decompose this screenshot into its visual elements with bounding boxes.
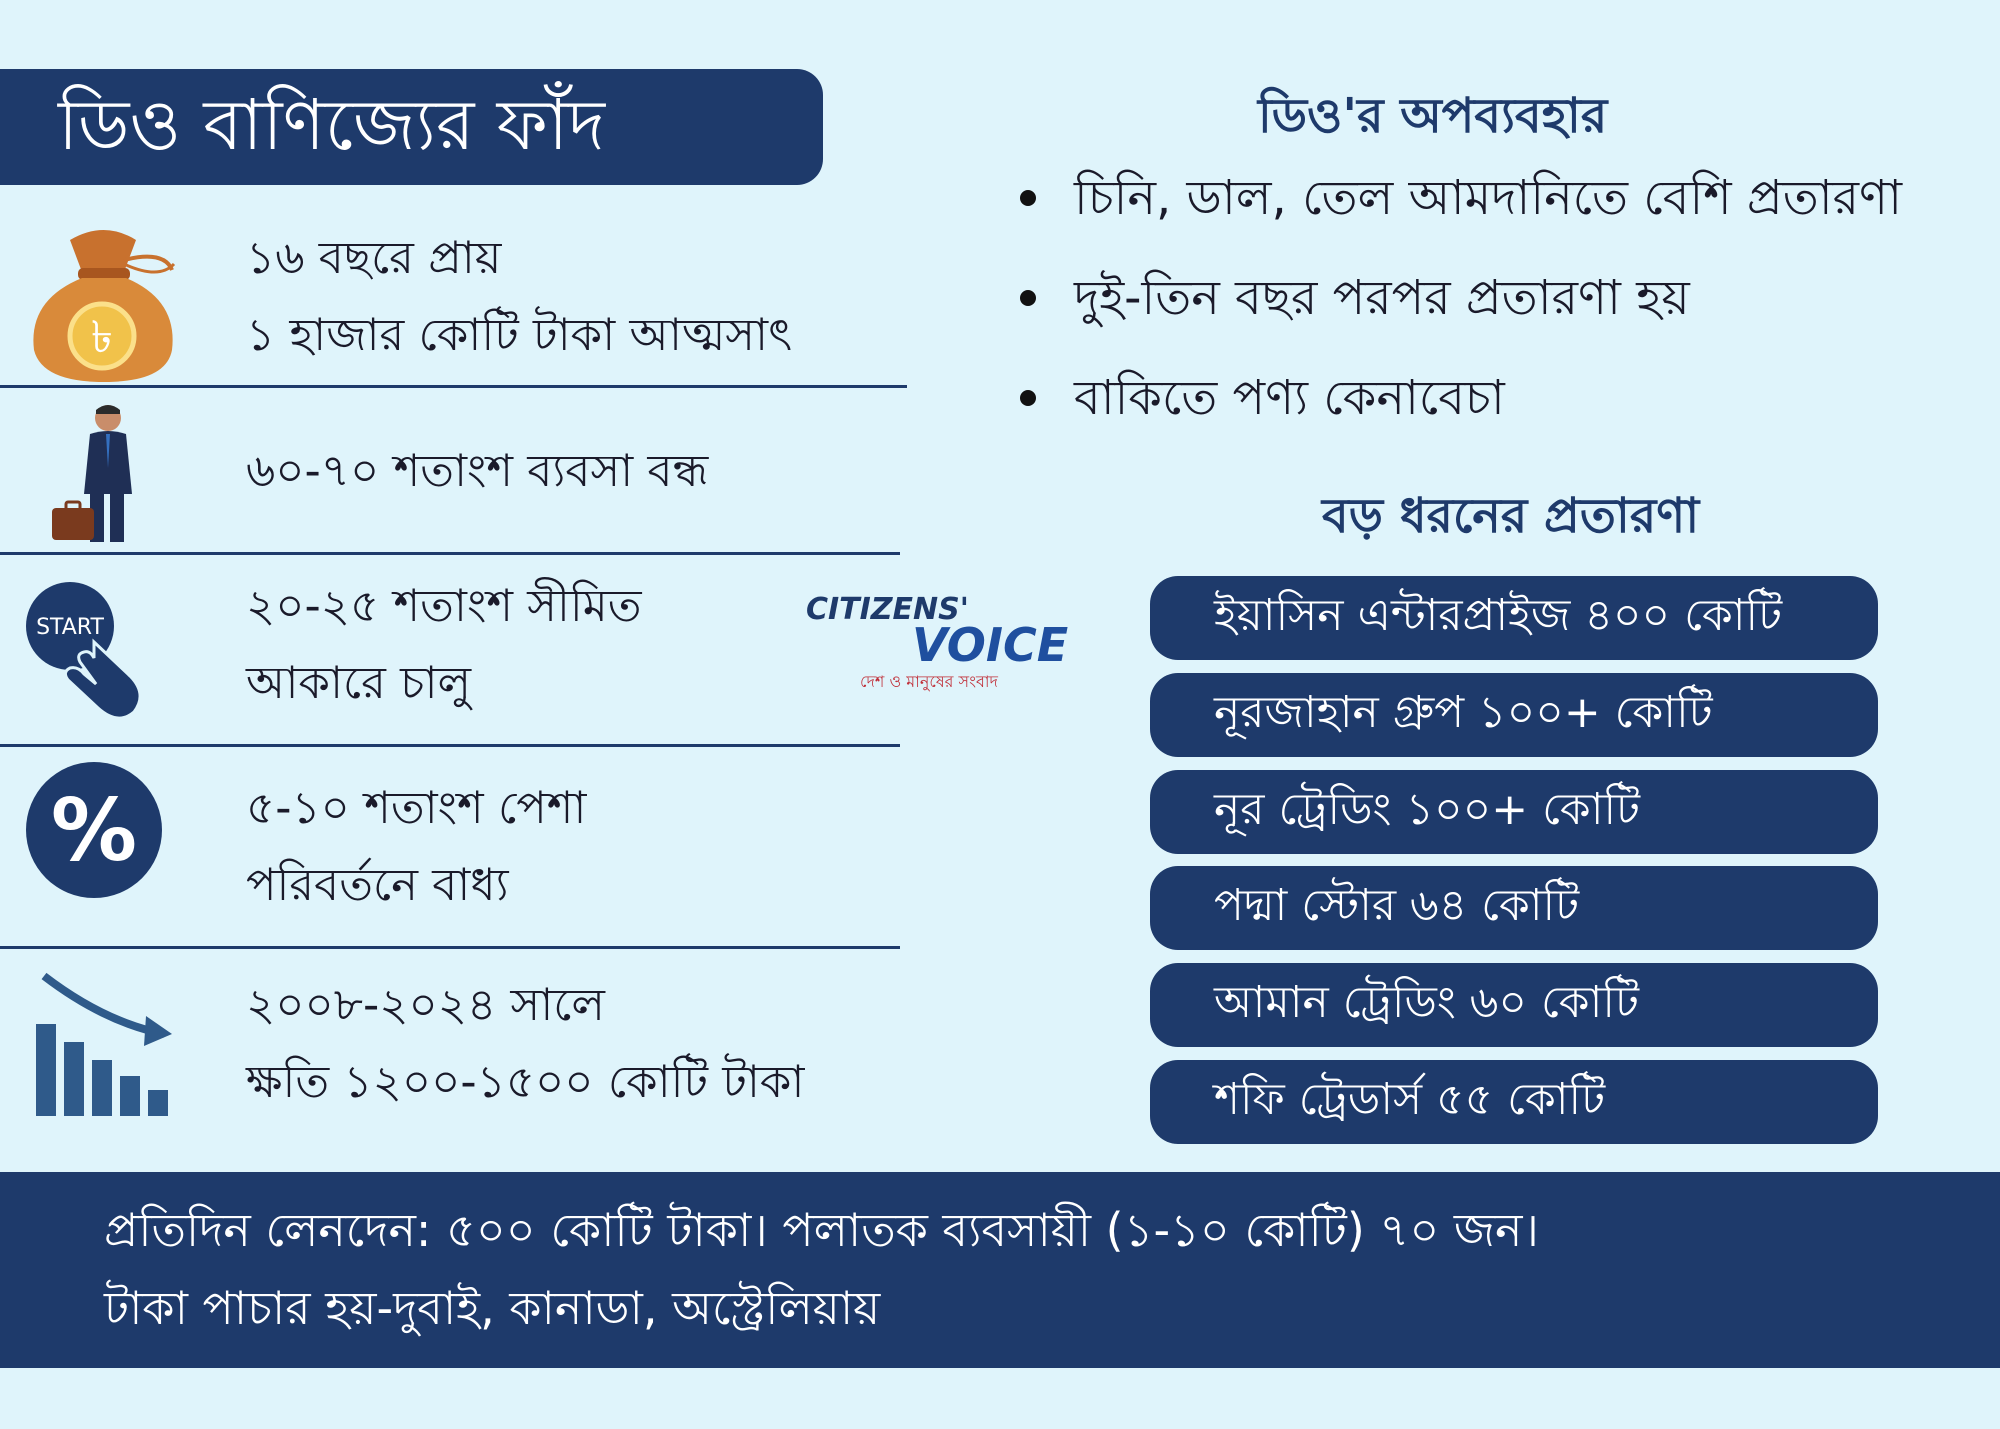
misuse-text: দুই-তিন বছর পরপর প্রতারণা হয়	[1074, 270, 1690, 326]
businessman-icon	[48, 398, 148, 548]
footer-line: টাকা পাচার হয়-দুবাই, কানাডা, অস্ট্রেলিয়ায়	[104, 1281, 881, 1335]
fraud-item: পদ্মা স্টোর ৬৪ কোটি	[1150, 866, 1878, 950]
stat-row-limited	[0, 556, 905, 744]
stat-line: ১ হাজার কোটি টাকা আত্মসাৎ	[246, 308, 793, 361]
list-item	[1010, 358, 1902, 458]
stat-line: আকারে চালু	[246, 656, 472, 709]
misuse-text: চিনি, ডাল, তেল আমদানিতে বেশি প্রতারণা	[1074, 170, 1902, 226]
stat-row-closed	[0, 390, 905, 552]
logo-line2: VOICE	[912, 618, 1069, 672]
row-divider	[0, 385, 907, 388]
stat-line: ২০-২৫ শতাংশ সীমিত	[246, 579, 642, 632]
stat-line: ৬০-৭০ শতাংশ ব্যবসা বন্ধ	[246, 444, 709, 497]
citizens-voice-logo	[800, 585, 1090, 695]
percent-icon	[26, 760, 166, 900]
page-title: ডিও বাণিজ্যের ফাঁদ	[58, 84, 605, 166]
list-item	[1010, 158, 1902, 258]
list-item	[1010, 258, 1902, 358]
start-label: START	[36, 615, 104, 640]
bullet-dot	[1020, 290, 1036, 306]
footer-banner	[0, 1172, 2000, 1368]
money-bag-icon	[24, 220, 184, 385]
fraud-item: শফি ট্রেডার্স ৫৫ কোটি	[1150, 1060, 1878, 1144]
percent-glyph: %	[50, 781, 138, 881]
misuse-list	[1010, 158, 1902, 458]
bullet-dot	[1020, 190, 1036, 206]
declining-chart-icon	[34, 972, 184, 1122]
stat-line: ২০০৮-২০২৪ সালে	[246, 978, 605, 1031]
footer-line: প্রতিদিন লেনদেন: ৫০০ কোটি টাকা। পলাতক ব্যবসায়ী (১-১০ কোটি) ৭০ জন।	[104, 1203, 1539, 1257]
stat-line: পরিবর্তনে বাধ্য	[246, 858, 509, 911]
bullet-dot	[1020, 390, 1036, 406]
start-button-icon	[24, 580, 154, 730]
row-divider	[0, 744, 900, 747]
row-divider	[0, 552, 900, 555]
stat-line: ১৬ বছরে প্রায়	[246, 231, 502, 284]
logo-line1: CITIZENS'	[806, 592, 969, 627]
misuse-text: বাকিতে পণ্য কেনাবেচা	[1074, 370, 1505, 426]
fraud-item: নূর ট্রেডিং ১০০+ কোটি	[1150, 770, 1878, 854]
row-divider	[0, 946, 900, 949]
fraud-item: নূরজাহান গ্রুপ ১০০+ কোটি	[1150, 673, 1878, 757]
logo-tagline: দেশ ও মানুষের সংবাদ	[860, 672, 998, 691]
fraud-heading: বড় ধরনের প্রতারণা	[1322, 488, 1700, 544]
stat-line: ক্ষতি ১২০০-১৫০০ কোটি টাকা	[246, 1055, 805, 1108]
fraud-item: ইয়াসিন এন্টারপ্রাইজ ৪০০ কোটি	[1150, 576, 1878, 660]
stat-row-loss	[0, 950, 905, 1150]
stat-row-embezzlement	[0, 210, 905, 385]
fraud-item: আমান ট্রেডিং ৬০ কোটি	[1150, 963, 1878, 1047]
taka-glyph: ৳	[91, 312, 113, 363]
stat-row-profession	[0, 748, 905, 946]
stat-line: ৫-১০ শতাংশ পেশা	[246, 781, 587, 834]
misuse-heading: ডিও'র অপব্যবহার	[1258, 88, 1608, 144]
title-banner	[0, 69, 823, 185]
